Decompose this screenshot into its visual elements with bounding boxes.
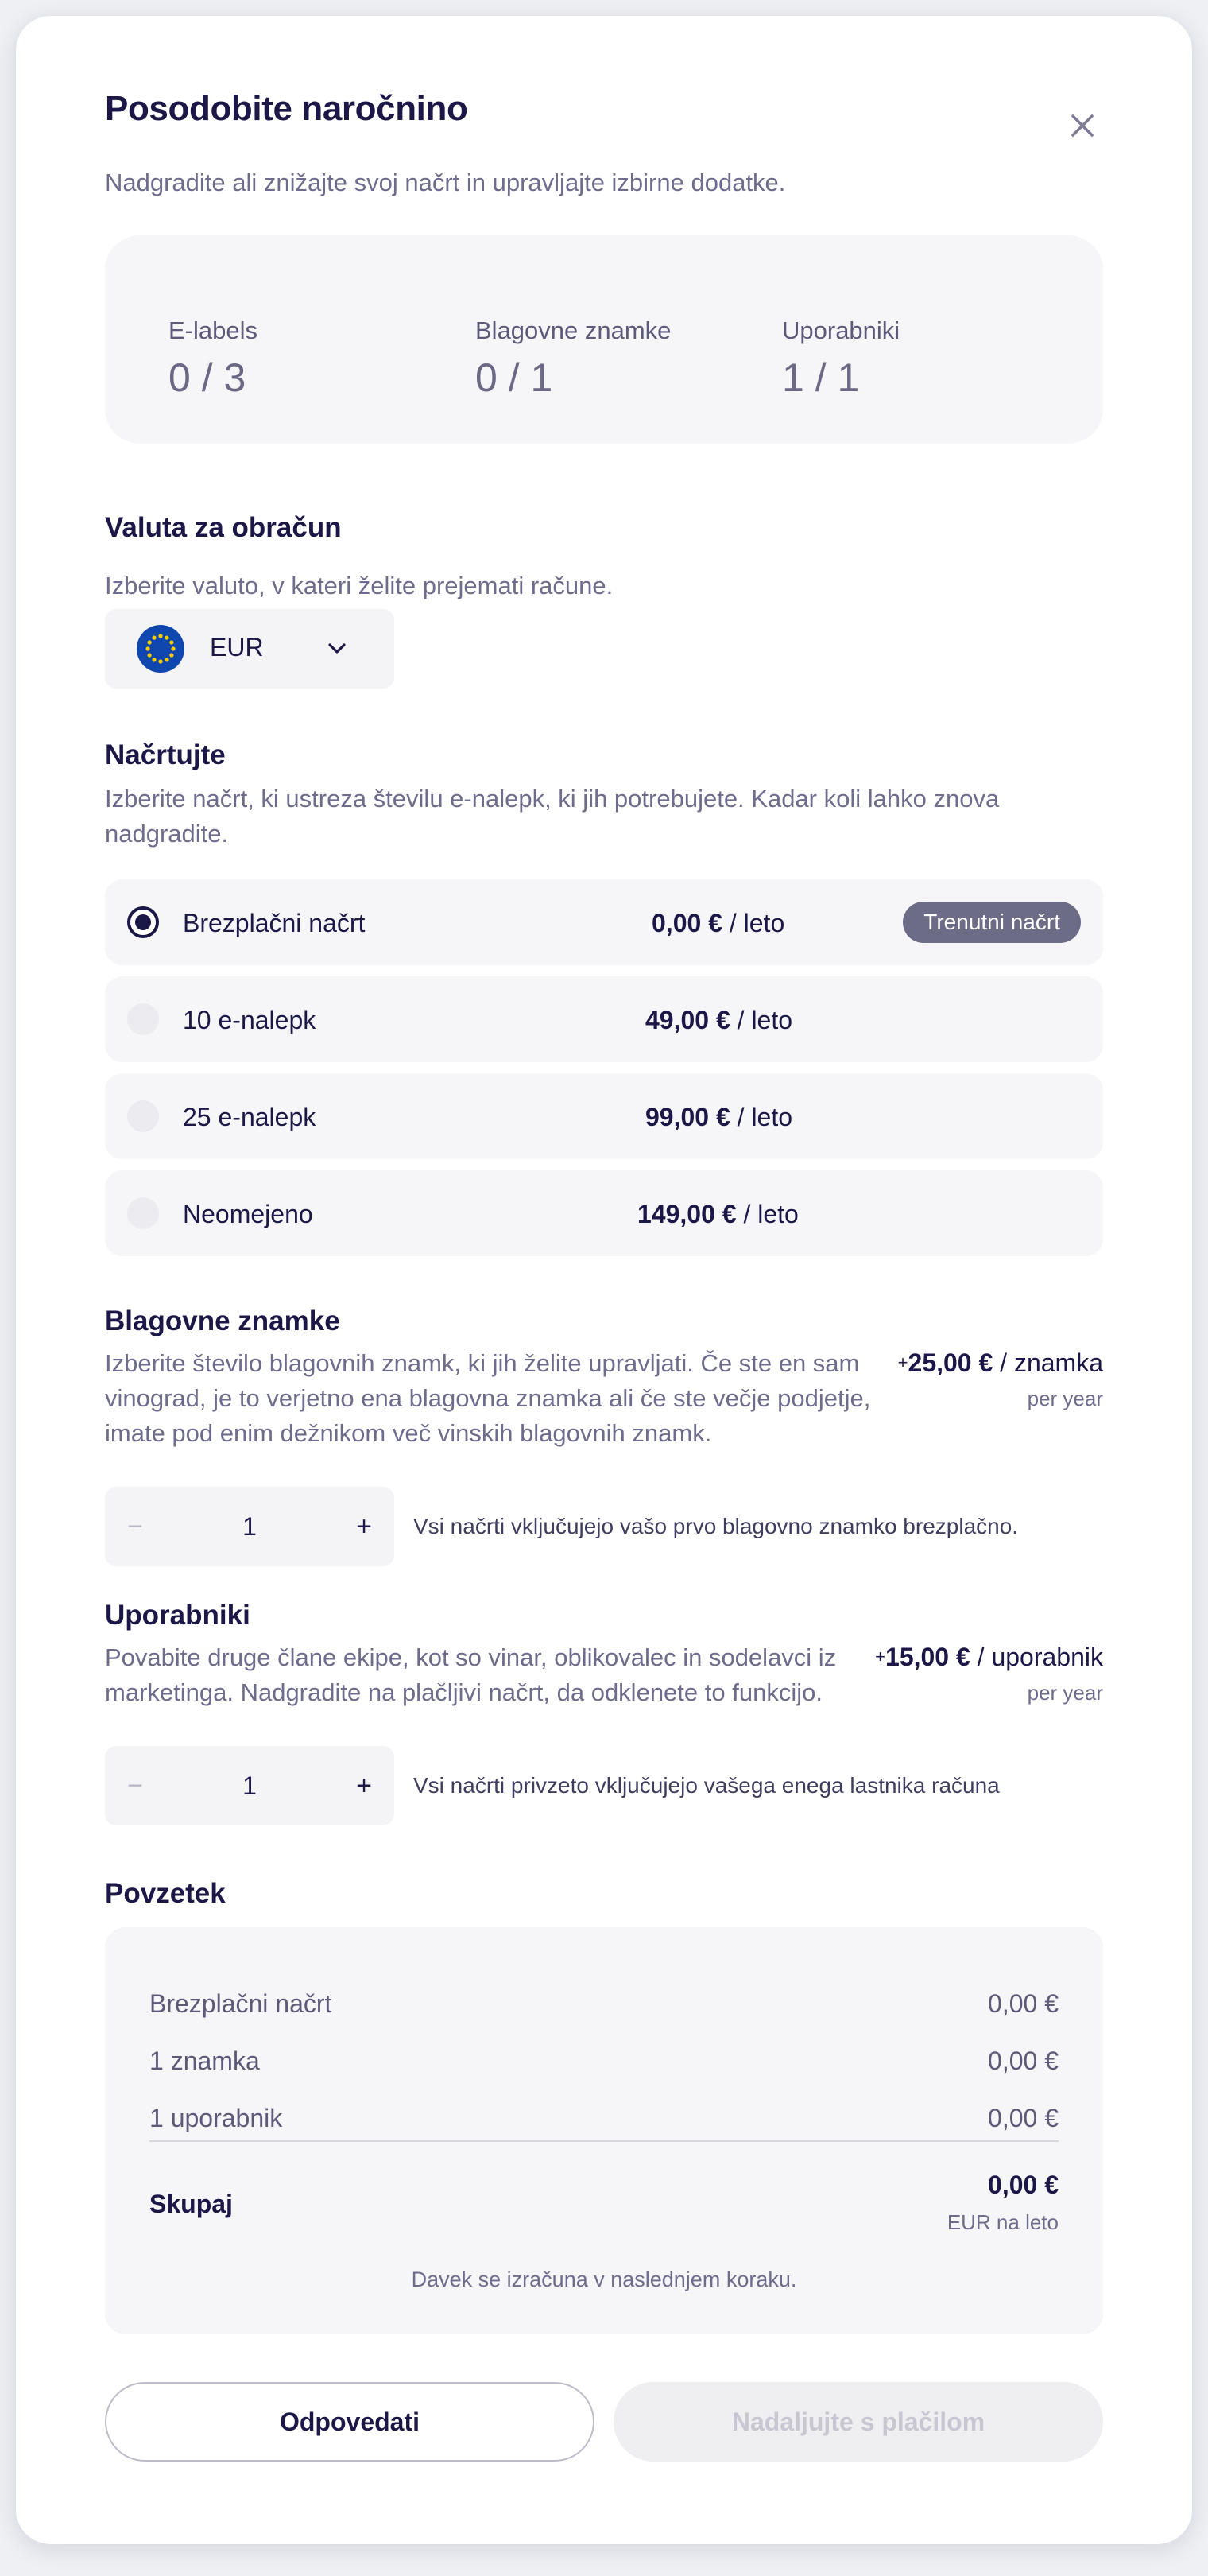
summary-row: Brezplačni načrt 0,00 € <box>149 1989 1059 2018</box>
user-per-year: per year <box>1027 1681 1103 1705</box>
decrement-button[interactable]: − <box>127 1511 143 1542</box>
tax-note: Davek se izračuna v naslednjem koraku. <box>411 2268 797 2291</box>
users-description-line2: marketinga. Nadgradite na plačljivi načrt, da odklenete to funkcijo. <box>105 1678 823 1706</box>
plan-price: 0,00 € / leto <box>652 909 785 937</box>
total-currency-period: EUR na leto <box>947 2210 1059 2234</box>
plan-price: 49,00 € / leto <box>645 1006 793 1034</box>
currency-description: Izberite valuto, v kateri želite prejemati račune. <box>105 572 614 599</box>
plan-option-unlimited[interactable] <box>105 1170 1103 1256</box>
brand-price: +25,00 € / znamka <box>897 1348 1103 1377</box>
plans-description-line1: Izberite načrt, ki ustreza številu e-nalepk, ki jih potrebujete. Kadar koli lahko znova <box>105 785 1000 813</box>
total-value: 0,00 € <box>988 2171 1059 2199</box>
users-stepper <box>105 1746 394 1825</box>
summary-row: 1 uporabnik 0,00 € <box>149 2104 1059 2132</box>
plan-price: 99,00 € / leto <box>645 1103 793 1131</box>
continue-to-payment-button[interactable]: Nadaljujte s plačilom <box>614 2382 1103 2462</box>
plan-option-10[interactable] <box>105 976 1103 1062</box>
users-description-line1: Povabite druge člane ekipe, kot so vinar, oblikovalec in sodelavci iz <box>105 1643 837 1671</box>
plan-name: 25 e-nalepk <box>183 1103 316 1131</box>
current-plan-badge: Trenutni načrt <box>903 902 1081 943</box>
radio-unselected[interactable] <box>127 1197 159 1229</box>
radio-selected[interactable] <box>127 906 159 938</box>
modal-subtitle: Nadgradite ali znižajte svoj načrt in upravljajte izbirne dodatke. <box>105 169 786 196</box>
brands-description-line2: vinograd, je to verjetno ena blagovna znamka ali če ste večje podjetje, <box>105 1384 871 1412</box>
plan-option-free[interactable] <box>105 879 1103 965</box>
close-icon[interactable] <box>1067 110 1098 142</box>
usage-label: Uporabniki <box>782 316 900 344</box>
brand-per-year: per year <box>1027 1387 1103 1410</box>
brands-quantity[interactable]: 1 <box>242 1512 257 1541</box>
plan-option-25[interactable] <box>105 1073 1103 1159</box>
total-label: Skupaj <box>149 2190 233 2218</box>
usage-value: 0 / 1 <box>475 355 553 400</box>
chevron-down-icon <box>326 638 348 660</box>
usage-value: 1 / 1 <box>782 355 860 400</box>
radio-unselected[interactable] <box>127 1100 159 1132</box>
update-subscription-modal <box>16 16 1192 2544</box>
brands-description-line1: Izberite število blagovnih znamk, ki jih želite upravljati. Če ste en sam <box>105 1349 860 1377</box>
plans-heading: Načrtujte <box>105 739 226 770</box>
plan-name: Brezplačni načrt <box>183 909 366 937</box>
plan-name: Neomejeno <box>183 1200 313 1228</box>
currency-code: EUR <box>210 633 264 661</box>
divider <box>149 2140 1059 2142</box>
summary-heading: Povzetek <box>105 1878 226 1909</box>
summary-row: 1 znamka 0,00 € <box>149 2046 1059 2075</box>
brands-heading: Blagovne znamke <box>105 1305 340 1336</box>
usage-label: E-labels <box>168 316 257 344</box>
users-heading: Uporabniki <box>105 1600 250 1631</box>
users-quantity[interactable]: 1 <box>242 1771 257 1800</box>
increment-button[interactable]: + <box>356 1771 372 1801</box>
currency-select[interactable] <box>105 609 394 689</box>
cancel-button[interactable]: Odpovedati <box>105 2382 594 2462</box>
users-note: Vsi načrti privzeto vključujejo vašega enega lastnika računa <box>413 1773 1000 1798</box>
brands-stepper <box>105 1487 394 1566</box>
brands-description-line3: imate pod enim dežnikom več vinskih blagovnih znamk. <box>105 1419 712 1447</box>
increment-button[interactable]: + <box>356 1511 372 1542</box>
radio-unselected[interactable] <box>127 1003 159 1035</box>
decrement-button[interactable]: − <box>127 1771 143 1801</box>
user-price: +15,00 € / uporabnik <box>875 1643 1103 1671</box>
modal-title: Posodobite naročnino <box>105 89 468 128</box>
plan-name: 10 e-nalepk <box>183 1006 316 1034</box>
usage-label: Blagovne znamke <box>475 316 672 344</box>
plans-description-line2: nadgradite. <box>105 820 229 848</box>
plan-price: 149,00 € / leto <box>637 1200 799 1228</box>
currency-heading: Valuta za obračun <box>105 512 342 543</box>
usage-panel <box>105 235 1103 444</box>
usage-value: 0 / 3 <box>168 355 246 400</box>
summary-panel <box>105 1927 1103 2334</box>
brands-note: Vsi načrti vključujejo vašo prvo blagovno znamko brezplačno. <box>413 1514 1019 1538</box>
eu-flag-icon <box>137 625 184 673</box>
